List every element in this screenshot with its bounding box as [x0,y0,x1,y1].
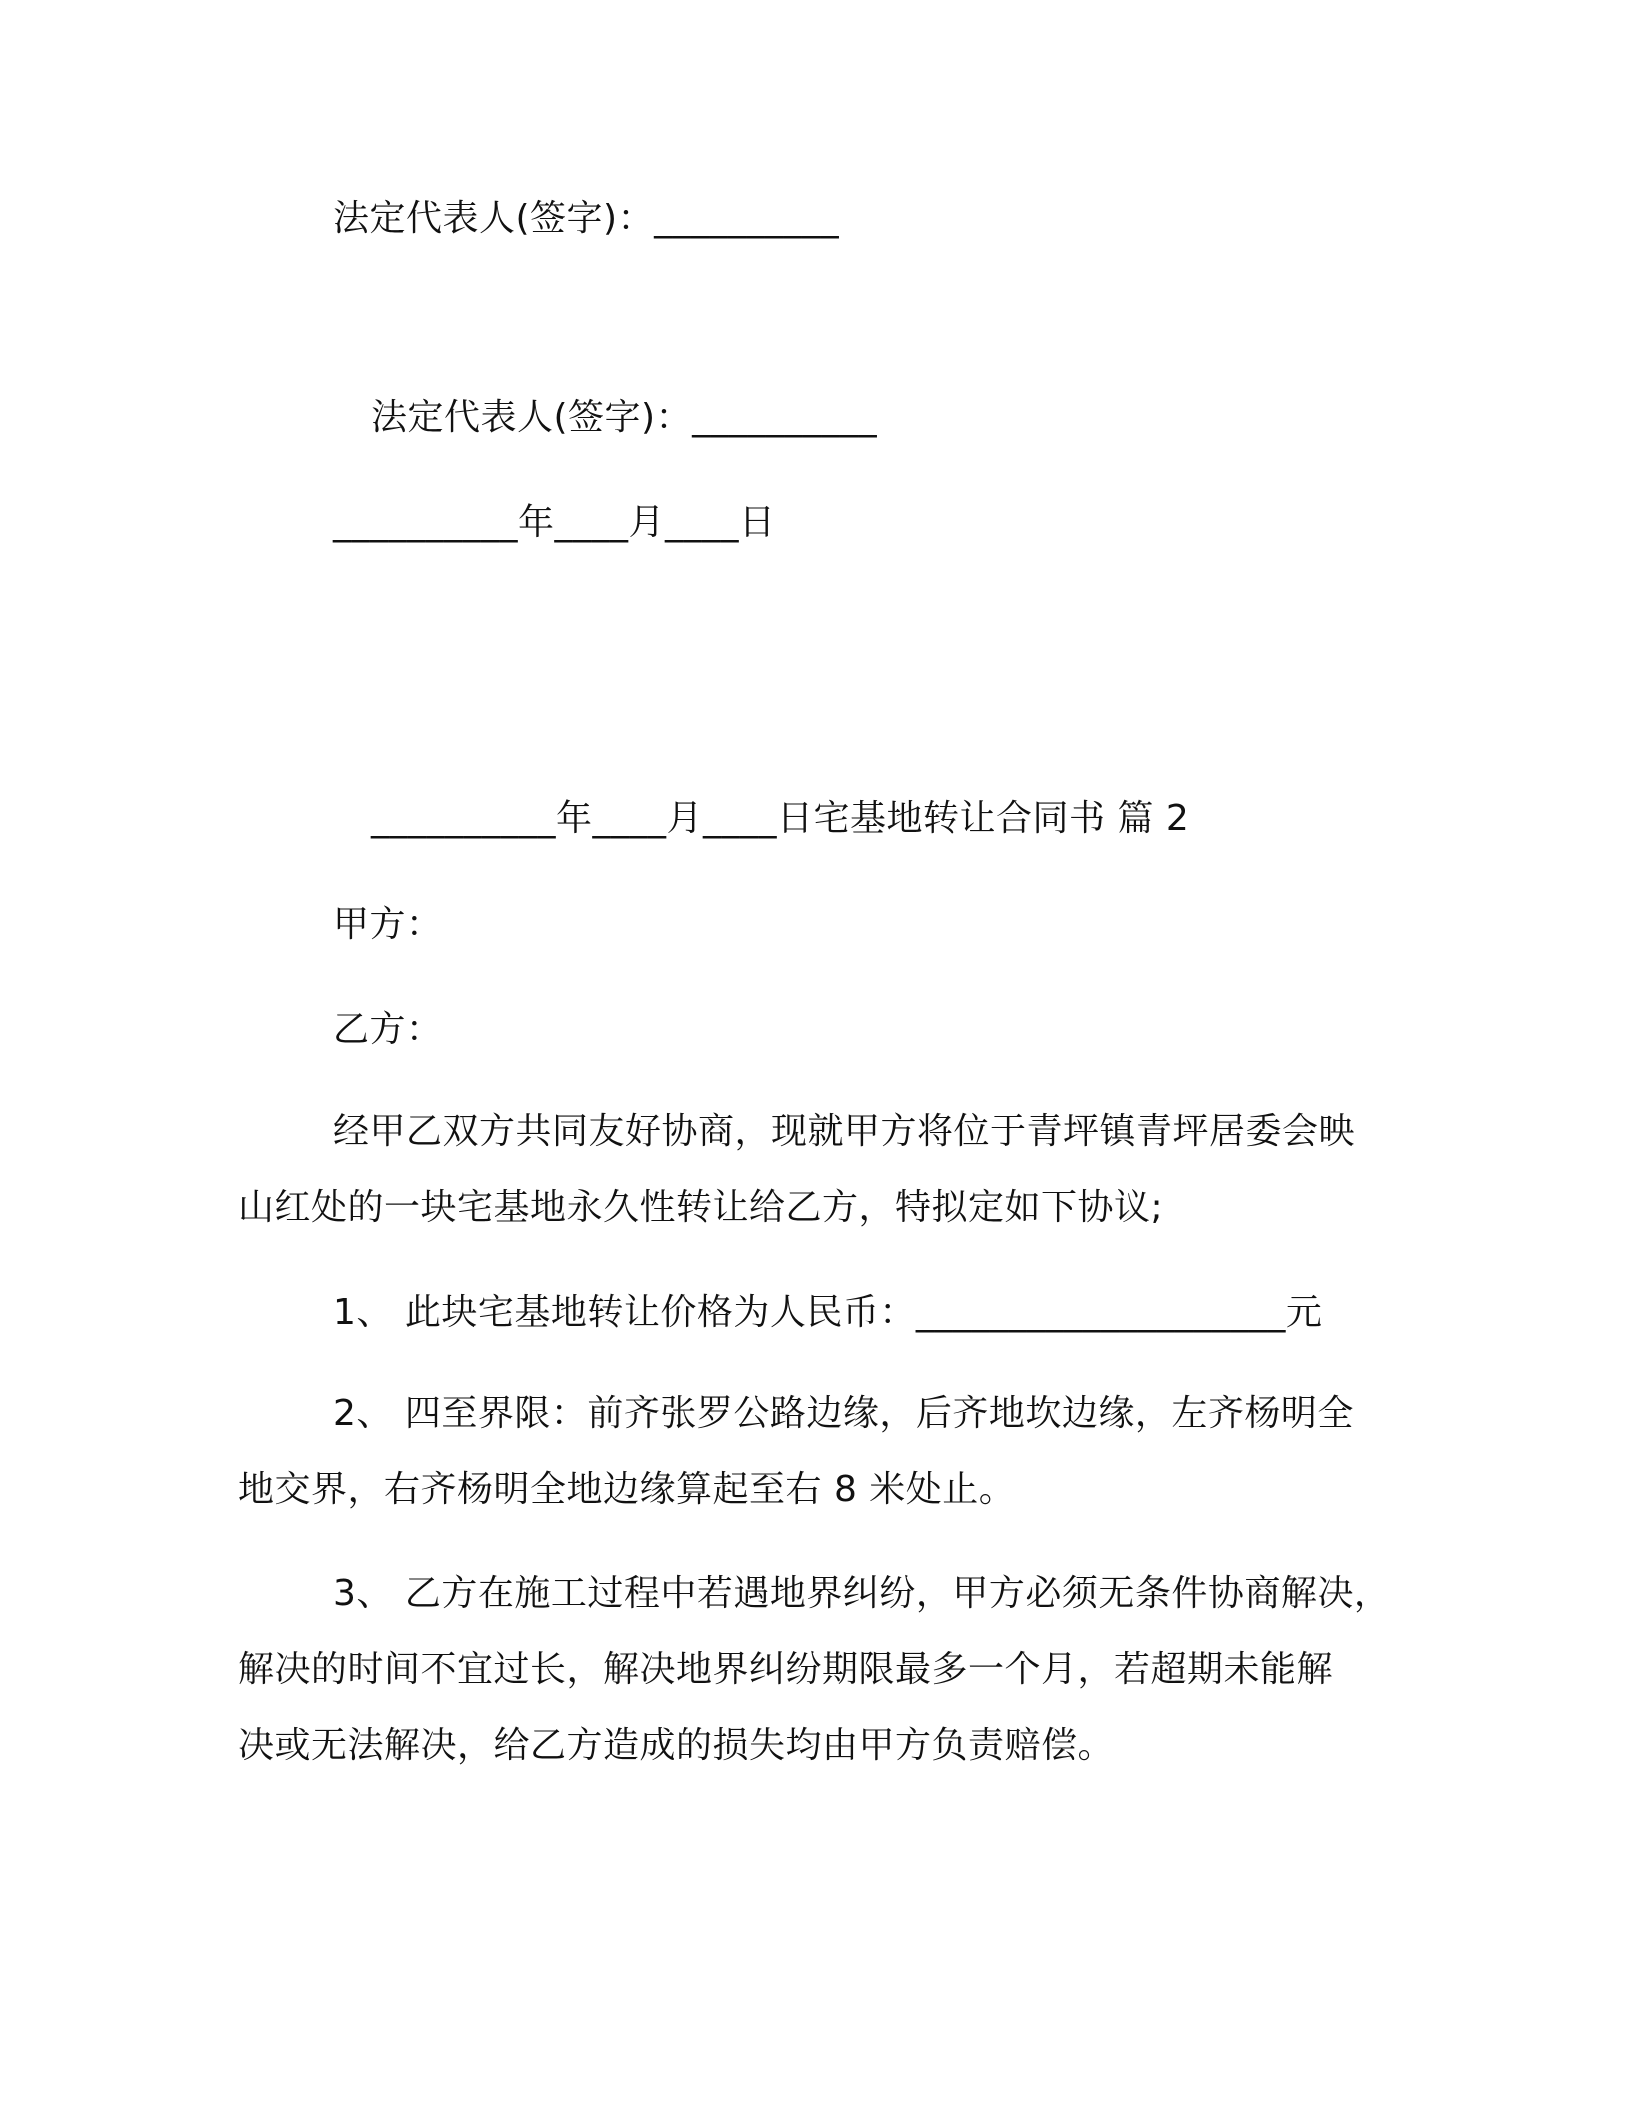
legal-rep-signature-line-1: 法定代表人(签字)：__________ [333,198,840,239]
party-b-label: 乙方： [333,1009,443,1050]
clause-1-price: 1、 此块宅基地转让价格为人民币：____________________元 [333,1292,1323,1333]
party-a-label: 甲方： [333,904,443,945]
legal-rep-signature-line-2: 法定代表人(签字)：__________ [371,397,878,438]
clause-3-dispute-line-1: 3、 乙方在施工过程中若遇地界纠纷，甲方必须无条件协商解决， [333,1573,1391,1614]
clause-3-dispute-line-3: 决或无法解决，给乙方造成的损失均由甲方负责赔偿。 [238,1725,1115,1766]
signature-date-line: __________年____月____日 [333,502,776,543]
clause-3-dispute-line-2: 解决的时间不宜过长，解决地界纠纷期限最多一个月，若超期未能解 [238,1649,1334,1690]
intro-paragraph-line-2: 山红处的一块宅基地永久性转让给乙方，特拟定如下协议; [238,1187,1164,1228]
clause-2-boundary-line-2: 地交界，右齐杨明全地边缘算起至右 8 米处止。 [238,1469,1016,1510]
clause-2-boundary-line-1: 2、 四至界限：前齐张罗公路边缘，后齐地坎边缘，左齐杨明全 [333,1393,1354,1434]
intro-paragraph-line-1: 经甲乙双方共同友好协商，现就甲方将位于青坪镇青坪居委会映 [333,1111,1356,1152]
contract-title: __________年____月____日宅基地转让合同书 篇 2 [371,798,1190,839]
